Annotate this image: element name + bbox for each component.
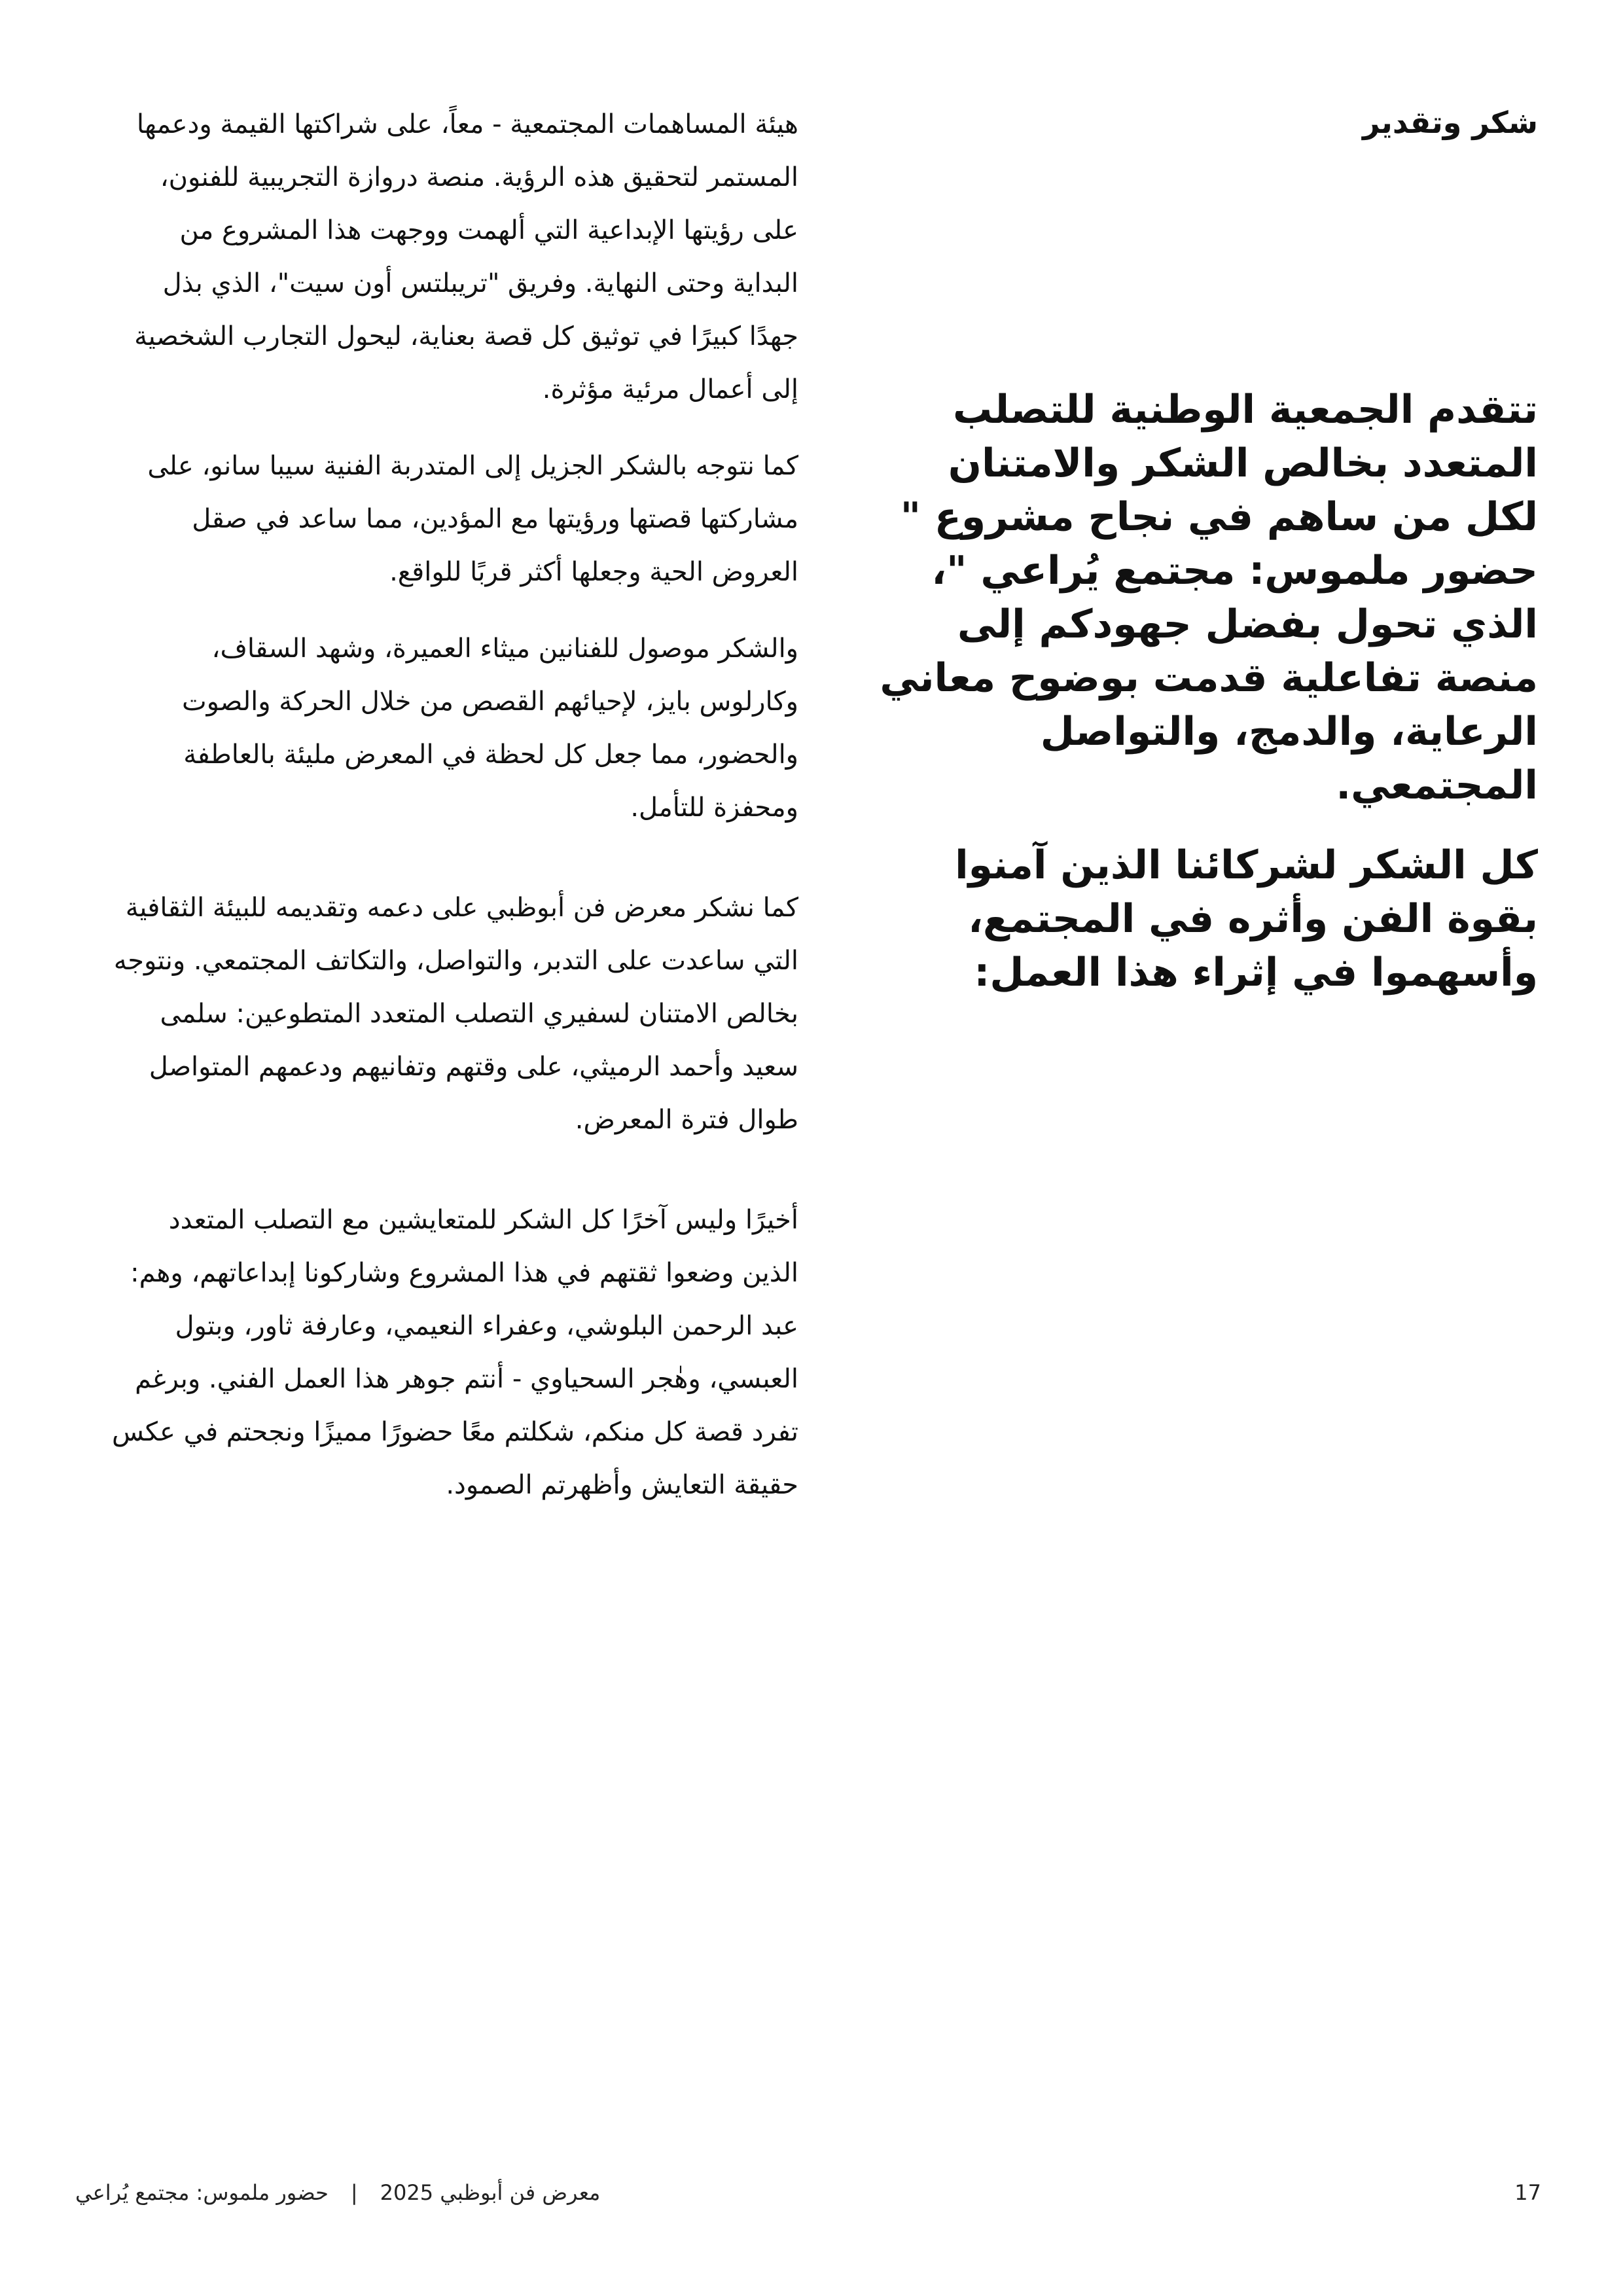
page-footer [75,2173,1541,2212]
body-paragraph: والشكر موصول للفنانين ميثاء العميرة، وشهد السقاف، وكارلوس بايز، لإحيائهم القصص من خلال الحركة والصوت والحضور، مما جعل كل لحظة في المعرض مليئة بالعاطفة ومحفزة للتأمل. [181,634,798,823]
footer-event: معرض فن أبوظبي 2025 [380,2180,601,2205]
footer-project: حضور ملموس: مجتمع يُراعي [75,2180,329,2205]
intro-column [870,383,1538,1026]
body-column [111,98,798,1535]
body-paragraph: كما نتوجه بالشكر الجزيل إلى المتدربة الفنية سيبا سانو، على مشاركتها قصتها ورؤيتها مع المؤدين، مما ساعد في صقل العروض الحية وجعلها أكثر قربًا للواقع. [147,451,798,587]
body-paragraph: أخيرًا وليس آخرًا كل الشكر للمتعايشين مع التصلب المتعدد الذين وضعوا ثقتهم في هذا المشروع وشاركونا إبداعاتهم، وهم: عبد الرحمن البلوشي، وعفراء النعيمي، وعارفة ثاور، وبتول العبسي، وهٰجر السحياوي - أنتم جوهر هذا العمل الفني. وبرغم تفرد قصة كل منكم، شكلتم معًا حضورًا مميزًا ونجحتم في عكس حقيقة التعايش وأظهرتم الصمود. [111,1205,798,1500]
intro-paragraph: كل الشكر لشركائنا الذين آمنوا بقوة الفن وأثره في المجتمع، وأسهموا في إثراء هذا العمل: [955,842,1538,996]
intro-paragraph: تتقدم الجمعية الوطنية للتصلب المتعدد بخالص الشكر والامتنان لكل من ساهم في نجاح مشروع " حضور ملموس: مجتمع يُراعي "، الذي تحول بفضل جهودكم إلى منصة تفاعلية قدمت بوضوح معاني الرعاية، والدمج، والتواصل المجتمعي. [880,387,1538,808]
section-title: شكر وتقدير [1362,105,1538,140]
body-paragraph: هيئة المساهمات المجتمعية - معاً، على شراكتها القيمة ودعمها المستمر لتحقيق هذه الرؤية. منصة دروازة التجريبية للفنون، على رؤيتها الإبداعية التي ألهمت ووجهت هذا المشروع من البداية وحتى النهاية. وفريق "تريبلتس أون سيت"، الذي بذل جهدًا كبيرًا في توثيق كل قصة بعناية، ليحول التجارب الشخصية إلى أعمال مرئية مؤثرة. [134,109,798,404]
page-number: 17 [1514,2180,1541,2205]
footer-separator: | [350,2180,358,2205]
running-footer [75,2173,600,2212]
body-paragraph: كما نشكر معرض فن أبوظبي على دعمه وتقديمه للبيئة الثقافية التي ساعدت على التدبر، والتواصل، والتكاتف المجتمعي. ونتوجه بخالص الامتنان لسفيري التصلب المتعدد المتطوعين: سلمى سعيد وأحمد الرميثي، على وقتهم وتفانيهم ودعمهم المتواصل طوال فترة المعرض. [113,893,798,1135]
